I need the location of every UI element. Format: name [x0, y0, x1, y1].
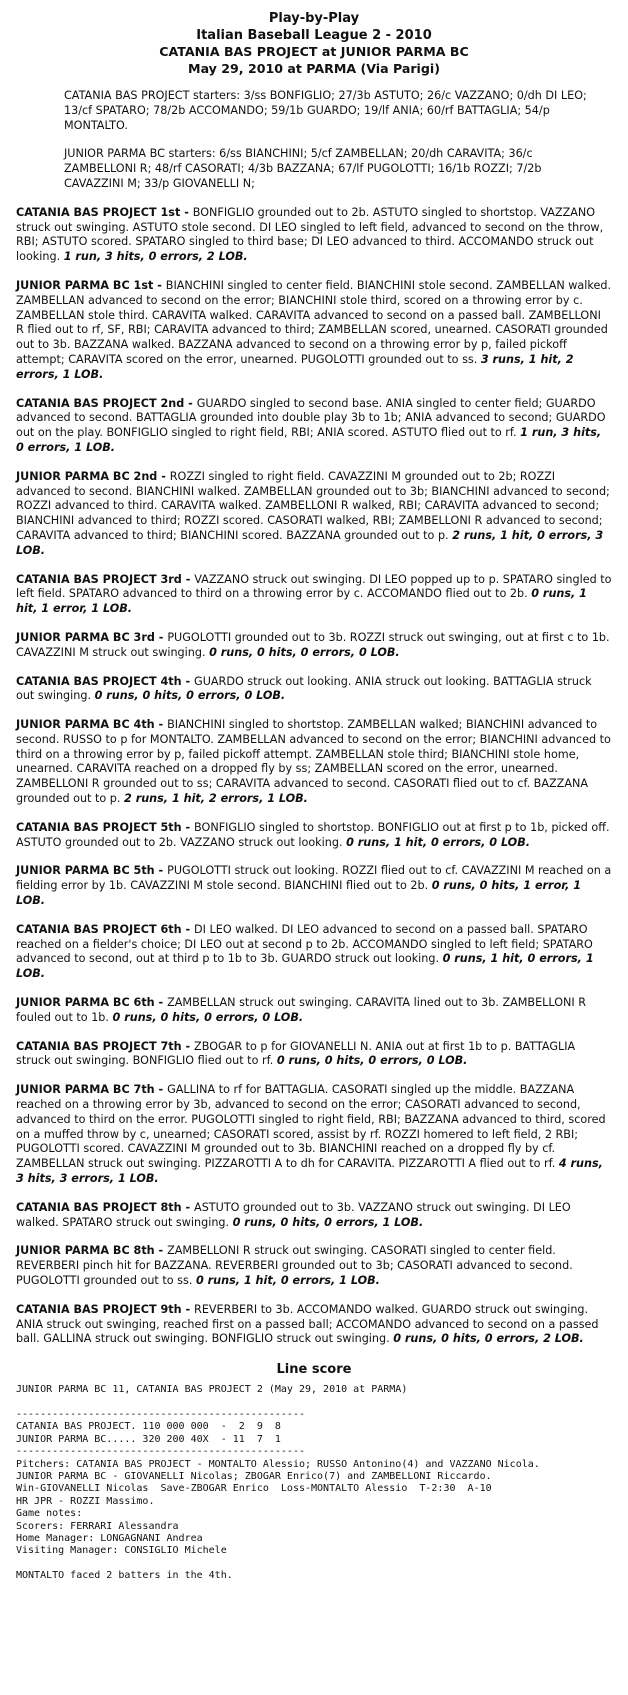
inning-paragraph: [16, 1244, 612, 1288]
inning-play-text: BIANCHINI singled to center field. BIANCHINI stole second. ZAMBELLAN walked. ZAMBELLAN advanced to second on the error; BIANCHINI stole third, scored on a throwing error by c. ZAMBELLAN stole third. CARAVITA walked. CARAVITA advanced to second on a passed ball. ZAMBELLONI R flied out to rf, SF, RBI; CARAVITA advanced to third; ZAMBELLAN scored, unearned. CASORATI grounded out to 3b. BAZZANA walked. BAZZANA advanced to second on a throwing error by p, failed pickoff attempt; CARAVITA scored on the error, unearned. PUGOLOTTI grounded out to ss.: [16, 278, 612, 366]
inning-separator: -: [157, 469, 170, 483]
inning-paragraph: [16, 206, 612, 265]
matchup-title: CATANIA BAS PROJECT at JUNIOR PARMA BC: [159, 44, 469, 59]
inning-paragraph: [16, 675, 612, 705]
inning-separator: -: [181, 922, 195, 936]
inning-summary: 0 runs, 1 hit, 0 errors, 1 LOB.: [195, 1274, 380, 1287]
inning-separator: -: [181, 820, 195, 834]
inning-play-text: REVERBERI to 3b. ACCOMANDO walked. GUARDO struck out swinging. ANIA struck out swinging, reached first on a passed ball; ACCOMANDO advanced to second on a passed ball. GALLINA struck out swinging. BONFIGLIO struck out swinging.: [16, 1302, 599, 1346]
inning-separator: -: [184, 396, 197, 410]
inning-separator: -: [154, 864, 168, 878]
inning-team-label: CATANIA BAS PROJECT 5th: [16, 820, 182, 834]
inning-paragraph: [16, 923, 612, 982]
inning-paragraph: [16, 1083, 612, 1187]
visitor-starters: CATANIA BAS PROJECT starters: 3/ss BONFIGLIO; 27/3b ASTUTO; 26/c VAZZANO; 0/dh DI LEO; 13/cf SPATARO; 78/2b ACCOMANDO; 59/1b GUARDO; 19/lf ANIA; 60/rf BATTAGLIA; 54/p MONTALTO.: [64, 89, 587, 132]
inning-summary: 1 run, 3 hits, 0 errors, 1 LOB.: [16, 426, 602, 454]
date-venue: May 29, 2010 at PARMA (Via Parigi): [188, 60, 440, 76]
inning-play-text: GALLINA to rf for BATTAGLIA. CASORATI singled up the middle. BAZZANA reached on a throwing error by 3b, advanced to second on the error; CASORATI advanced to second, advanced to third on the error. PUGOLOTTI singled to right field, RBI; BAZZANA advanced to third, scored on a muffed throw by c, unearned; CASORATI scored, assist by rf. ROZZI homered to left field, 2 RBI; PUGOLOTTI scored. CAVAZZINI M grounded out to 3b. BIANCHINI reached on a dropped fly by cf. ZAMBELLAN struck out swinging. PIZZAROTTI A to dh for CARAVITA. PIZZAROTTI A flied out to rf.: [16, 1083, 606, 1171]
inning-summary: 2 runs, 1 hit, 2 errors, 1 LOB.: [124, 792, 308, 806]
inning-separator: -: [181, 1039, 195, 1053]
inning-paragraph: [16, 1303, 612, 1347]
inning-play-text: ROZZI singled to right field. CAVAZZINI M grounded out to 2b; ROZZI advanced to second. BIANCHINI walked. ZAMBELLAN grounded out to 3b; BIANCHINI advanced to second; ROZZI advanced to third. CARAVITA walked. ZAMBELLONI R walked, RBI; CARAVITA advanced to second; BIANCHINI advanced to third; ROZZI scored. CASORATI walked, RBI; ZAMBELLONI R advanced to second; CARAVITA advanced to third; BIANCHINI scored. BAZZANA grounded out to p.: [16, 469, 610, 542]
inning-paragraph: [16, 397, 612, 456]
inning-summary: 3 runs, 1 hit, 2 errors, 1 LOB.: [16, 352, 574, 381]
inning-separator: -: [154, 1244, 168, 1258]
inning-team-label: JUNIOR PARMA BC 3rd: [16, 630, 155, 644]
inning-play-text: ZAMBELLAN struck out swinging. CARAVITA lined out to 3b. ZAMBELLONI R fouled out to 1b.: [16, 996, 587, 1024]
inning-summary: 0 runs, 0 hits, 1 error, 1 LOB.: [16, 879, 582, 908]
inning-play-text: BONFIGLIO singled to shortstop. BONFIGLIO out at first p to 1b, picked off. ASTUTO grounded out to 2b. VAZZANO struck out looking.: [16, 820, 610, 849]
inning-paragraph: [16, 996, 612, 1026]
inning-separator: -: [181, 1302, 195, 1316]
inning-separator: -: [154, 718, 168, 732]
inning-paragraph: [16, 470, 612, 559]
line-score-title: Line score: [276, 1362, 352, 1378]
inning-paragraph: [16, 631, 612, 661]
inning-summary: 2 runs, 1 hit, 0 errors, 3 LOB.: [16, 528, 604, 557]
inning-team-label: CATANIA BAS PROJECT 9th: [16, 1302, 182, 1316]
inning-summary: 0 runs, 1 hit, 1 error, 1 LOB.: [16, 587, 587, 616]
inning-team-label: JUNIOR PARMA BC 5th: [16, 864, 155, 878]
starters-section: [64, 89, 594, 192]
line-score-block: JUNIOR PARMA BC 11, CATANIA BAS PROJECT 2 (May 29, 2010 at PARMA) ------------------------------------------------ CATANIA BAS PROJECT. 110 000 000 - 2 9 8 JUNIOR PARMA BC..... 320 200 40X - 11 7 1 ------------------------------------------------ Pitchers: CATANIA BAS PROJECT - MONTALTO Alessio; RUSSO Antonino(4) and VAZZANO Nicola. JUNIOR PARMA BC - GIOVANELLI Nicolas; ZBOGAR Enrico(7) and ZAMBELLONI Riccardo. Win-GIOVANELLI Nicolas Save-ZBOGAR Enrico Loss-MONTALTO Alessio T-2:30 A-10 HR JPR - ROZZI Massimo. Game notes: Scorers: FERRARI Alessandra Home Manager: LONGAGNANI Andrea Visiting Manager: CONSIGLIO Michele MONTALTO faced 2 batters in the 4th.: [16, 1384, 540, 1582]
inning-team-label: JUNIOR PARMA BC 2nd: [16, 469, 158, 483]
inning-summary: 0 runs, 0 hits, 0 errors, 0 LOB.: [112, 1010, 304, 1024]
inning-play-text: PUGOLOTTI grounded out to 3b. ROZZI struck out swinging, out at first c to 1b. CAVAZZINI M struck out swinging.: [16, 630, 610, 659]
inning-play-text: DI LEO walked. DI LEO advanced to second on a passed ball. SPATARO reached on a fielder's choice; DI LEO out at second p to 2b. ACCOMANDO singled to left field; SPATARO advanced to second, out at third p to 1b to 3b. GUARDO struck out looking.: [16, 922, 593, 966]
inning-play-text: GUARDO struck out looking. ANIA struck out looking. BATTAGLIA struck out swinging.: [16, 674, 592, 703]
inning-play-text: VAZZANO struck out swinging. DI LEO popped up to p. SPATARO singled to left field. SPATARO advanced to third on a throwing error by c. ACCOMANDO flied out to 2b.: [16, 572, 612, 601]
inning-team-label: JUNIOR PARMA BC 1st: [16, 278, 154, 292]
inning-summary: 0 runs, 0 hits, 0 errors, 1 LOB.: [232, 1215, 424, 1229]
inning-team-label: JUNIOR PARMA BC 8th: [16, 1244, 155, 1258]
inning-separator: -: [181, 572, 195, 586]
inning-play-text: BIANCHINI singled to shortstop. ZAMBELLAN walked; BIANCHINI advanced to second. RUSSO to p for MONTALTO. ZAMBELLAN advanced to second on the error; BIANCHINI advanced to third on a throwing error by p, failed pickoff attempt. ZAMBELLAN stole third; BIANCHINI stole home, unearned. CARAVITA reached on a dropped fly by ss; ZAMBELLAN scored on the error, unearned. ZAMBELLONI R grounded out to ss; CARAVITA advanced to second. CASORATI flied out to cf. BAZZANA grounded out to p.: [16, 718, 611, 806]
inning-team-label: CATANIA BAS PROJECT 2nd: [16, 396, 185, 410]
inning-paragraph: [16, 864, 612, 908]
home-starters: JUNIOR PARMA BC starters: 6/ss BIANCHINI; 5/cf ZAMBELLAN; 20/dh CARAVITA; 36/c ZAMBELLONI R; 48/rf CASORATI; 4/3b BAZZANA; 67/lf PUGOLOTTI; 16/1b ROZZI; 7/2b CAVAZZINI M; 33/p GIOVANELLI N;: [64, 147, 542, 190]
inning-play-text: PUGOLOTTI struck out looking. ROZZI flied out to cf. CAVAZZINI M reached on a fielding error by 1b. CAVAZZINI M stole second. BIANCHINI flied out to 2b.: [16, 864, 612, 893]
inning-paragraph: [16, 573, 612, 617]
inning-summary: 4 runs, 3 hits, 3 errors, 1 LOB.: [16, 1157, 603, 1186]
inning-team-label: CATANIA BAS PROJECT 7th: [16, 1039, 182, 1053]
inning-team-label: JUNIOR PARMA BC 7th: [16, 1083, 155, 1097]
inning-paragraph: [16, 1040, 612, 1070]
inning-team-label: CATANIA BAS PROJECT 8th: [16, 1200, 182, 1214]
inning-play-text: GUARDO singled to second base. ANIA singled to center field; GUARDO advanced to second. BATTAGLIA grounded into double play 3b to 1b; ANIA advanced to second; GUARDO out on the play. BONFIGLIO singled to right field, RBI; ANIA scored. ASTUTO flied out to rf.: [16, 396, 606, 440]
inning-team-label: CATANIA BAS PROJECT 3rd: [16, 572, 182, 586]
inning-play-text: ZBOGAR to p for GIOVANELLI N. ANIA out at first 1b to p. BATTAGLIA struck out swinging. BONFIGLIO flied out to rf.: [16, 1039, 576, 1068]
league-title: Italian Baseball League 2 - 2010: [196, 28, 432, 43]
inning-team-label: JUNIOR PARMA BC 6th: [16, 996, 155, 1010]
inning-paragraph: [16, 821, 612, 851]
inning-team-label: CATANIA BAS PROJECT 6th: [16, 922, 182, 936]
inning-paragraph: [16, 718, 612, 807]
inning-separator: -: [181, 1200, 195, 1214]
inning-summary: 0 runs, 0 hits, 0 errors, 0 LOB.: [276, 1054, 468, 1068]
inning-team-label: CATANIA BAS PROJECT 1st: [16, 205, 181, 219]
inning-summary: 0 runs, 1 hit, 0 errors, 1 LOB.: [16, 952, 594, 981]
inning-separator: -: [153, 278, 166, 292]
inning-summary: 0 runs, 0 hits, 0 errors, 0 LOB.: [209, 645, 400, 659]
inning-separator: -: [154, 996, 168, 1010]
inning-team-label: CATANIA BAS PROJECT 4th: [16, 674, 182, 688]
inning-team-label: JUNIOR PARMA BC 4th: [16, 718, 155, 732]
inning-separator: -: [154, 630, 168, 644]
inning-separator: -: [154, 1083, 168, 1097]
inning-play-text: BONFIGLIO grounded out to 2b. ASTUTO singled to shortstop. VAZZANO struck out swinging. ASTUTO stole second. DI LEO singled to left field, advanced to second on the throw, RBI; ASTUTO scored. SPATARO singled to third base; DI LEO advanced to third. ACCOMANDO struck out looking.: [16, 205, 604, 264]
page-title: Play-by-Play: [268, 11, 360, 26]
inning-summary: 0 runs, 1 hit, 0 errors, 0 LOB.: [346, 835, 530, 849]
inning-paragraph: [16, 279, 612, 383]
inning-summary: 0 runs, 0 hits, 0 errors, 2 LOB.: [393, 1332, 584, 1346]
inning-paragraph: [16, 1201, 612, 1231]
inning-play-text: ZAMBELLONI R struck out swinging. CASORATI singled to center field. REVERBERI pinch hit for BAZZANA. REVERBERI grounded out to 3b; CASORATI advanced to second. PUGOLOTTI grounded out to ss.: [16, 1244, 573, 1287]
inning-separator: -: [180, 205, 193, 219]
inning-summary: 0 runs, 0 hits, 0 errors, 0 LOB.: [94, 689, 286, 703]
inning-summary: 1 run, 3 hits, 0 errors, 2 LOB.: [63, 250, 248, 264]
document-header: [16, 10, 612, 77]
inning-play-text: ASTUTO grounded out to 3b. VAZZANO struck out swinging. DI LEO walked. SPATARO struck out swinging.: [16, 1200, 571, 1229]
inning-separator: -: [181, 674, 195, 688]
innings-list: [16, 206, 612, 1347]
